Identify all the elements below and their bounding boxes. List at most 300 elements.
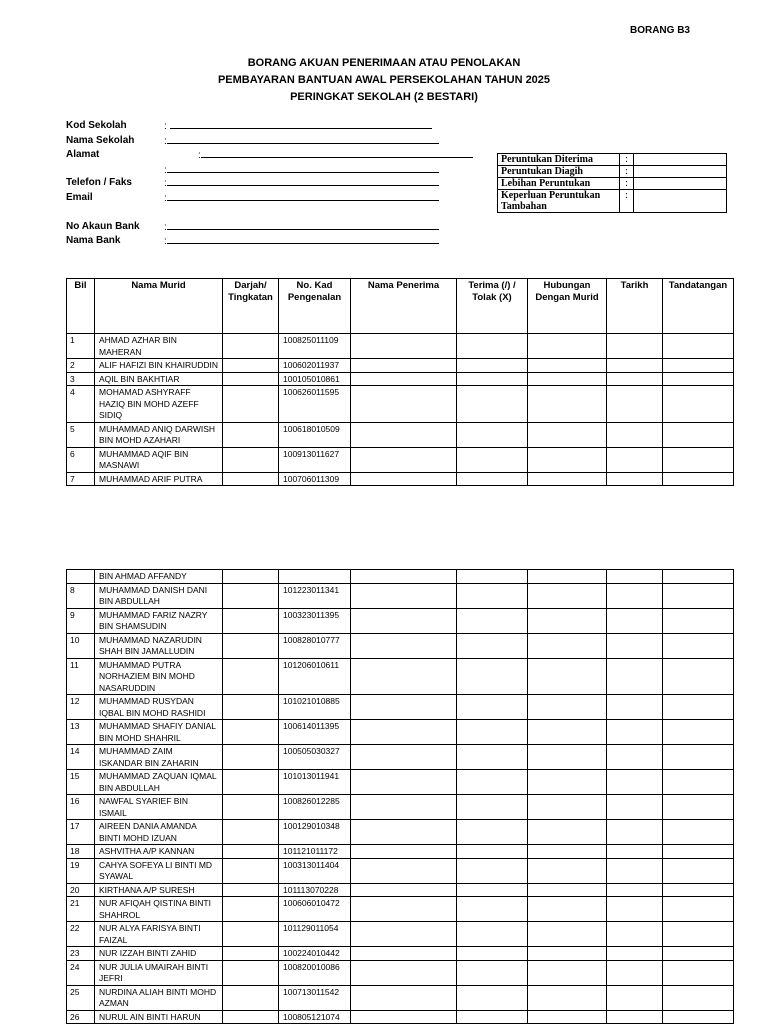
field-alamat-2[interactable]: : <box>164 164 439 176</box>
header-darjah: Darjah/ Tingkatan <box>223 279 279 334</box>
nama-penerima-cell[interactable] <box>351 745 457 770</box>
nama-murid-cell: MUHAMMAD DANISH DANI BIN ABDULLAH <box>95 583 223 608</box>
no-kad-cell: 100826012285 <box>279 795 351 820</box>
darjah-cell[interactable] <box>223 372 279 386</box>
darjah-cell[interactable] <box>223 820 279 845</box>
no-kad-cell: 100805121074 <box>279 1010 351 1024</box>
nama-penerima-cell[interactable] <box>351 795 457 820</box>
table-row <box>67 770 734 795</box>
tandatangan-cell[interactable] <box>663 422 734 447</box>
hubungan-cell[interactable] <box>528 985 607 1010</box>
darjah-cell[interactable] <box>223 770 279 795</box>
label-akaun-bank: No Akaun Bank <box>66 221 140 232</box>
bil-cell <box>67 570 95 584</box>
darjah-cell[interactable] <box>223 359 279 373</box>
nama-penerima-cell[interactable] <box>351 447 457 472</box>
bil-cell: 24 <box>67 960 95 985</box>
darjah-cell[interactable] <box>223 947 279 961</box>
field-akaun-bank[interactable]: : <box>164 221 439 233</box>
terima-tolak-cell[interactable] <box>457 658 528 695</box>
bil-cell: 15 <box>67 770 95 795</box>
terima-tolak-cell[interactable] <box>457 858 528 883</box>
terima-tolak-cell[interactable] <box>457 359 528 373</box>
nama-murid-cell: NUR AFIQAH QISTINA BINTI SHAHROL <box>95 897 223 922</box>
header-nama-murid: Nama Murid <box>95 279 223 334</box>
nama-murid-cell: MUHAMMAD SHAFIY DANIAL BIN MOHD SHAHRIL <box>95 720 223 745</box>
no-kad-cell: 100323011395 <box>279 608 351 633</box>
allocation-value[interactable] <box>634 178 727 190</box>
table-row <box>67 447 734 472</box>
no-kad-cell: 100820010086 <box>279 960 351 985</box>
no-kad-cell: 100105010861 <box>279 372 351 386</box>
hubungan-cell[interactable] <box>528 883 607 897</box>
tandatangan-cell[interactable] <box>663 960 734 985</box>
field-nama-bank[interactable]: : <box>164 235 439 247</box>
nama-murid-cell: MUHAMMAD PUTRA NORHAZIEM BIN MOHD NASARUDDIN <box>95 658 223 695</box>
table-row <box>67 695 734 720</box>
nama-penerima-cell[interactable] <box>351 658 457 695</box>
no-kad-cell: 100614011395 <box>279 720 351 745</box>
allocation-value[interactable] <box>634 166 727 178</box>
nama-murid-cell: NUR IZZAH BINTI ZAHID <box>95 947 223 961</box>
nama-penerima-cell[interactable] <box>351 372 457 386</box>
table-row <box>67 947 734 961</box>
bil-cell: 9 <box>67 608 95 633</box>
no-kad-cell: 100626011595 <box>279 386 351 423</box>
tarikh-cell[interactable] <box>607 960 663 985</box>
tandatangan-cell[interactable] <box>663 858 734 883</box>
bil-cell: 1 <box>67 334 95 359</box>
hubungan-cell[interactable] <box>528 922 607 947</box>
nama-penerima-cell[interactable] <box>351 985 457 1010</box>
darjah-cell[interactable] <box>223 985 279 1010</box>
tarikh-cell[interactable] <box>607 447 663 472</box>
bil-cell: 23 <box>67 947 95 961</box>
table-row <box>67 658 734 695</box>
bil-cell: 14 <box>67 745 95 770</box>
no-kad-cell: 100713011542 <box>279 985 351 1010</box>
tandatangan-cell[interactable] <box>663 359 734 373</box>
darjah-cell[interactable] <box>223 897 279 922</box>
student-table-page-1 <box>66 278 734 486</box>
table-row <box>67 422 734 447</box>
table-row <box>67 883 734 897</box>
tarikh-cell[interactable] <box>607 359 663 373</box>
table-row <box>67 795 734 820</box>
tarikh-cell[interactable] <box>607 386 663 423</box>
tarikh-cell[interactable] <box>607 608 663 633</box>
table-row <box>67 820 734 845</box>
bil-cell: 3 <box>67 372 95 386</box>
darjah-cell[interactable] <box>223 472 279 486</box>
darjah-cell[interactable] <box>223 960 279 985</box>
tandatangan-cell[interactable] <box>663 695 734 720</box>
tarikh-cell[interactable] <box>607 695 663 720</box>
nama-murid-cell: NUR ALYA FARISYA BINTI FAIZAL <box>95 922 223 947</box>
darjah-cell[interactable] <box>223 922 279 947</box>
label-nama-sekolah: Nama Sekolah <box>66 135 135 146</box>
bil-cell: 22 <box>67 922 95 947</box>
bil-cell: 4 <box>67 386 95 423</box>
nama-murid-cell: AIREEN DANIA AMANDA BINTI MOHD IZUAN <box>95 820 223 845</box>
darjah-cell[interactable] <box>223 795 279 820</box>
bil-cell: 5 <box>67 422 95 447</box>
table-row <box>67 334 734 359</box>
terima-tolak-cell[interactable] <box>457 897 528 922</box>
field-alamat-1[interactable]: : <box>198 149 473 161</box>
bil-cell: 25 <box>67 985 95 1010</box>
header-terima-tolak: Terima (/) / Tolak (X) <box>457 279 528 334</box>
label-nama-bank: Nama Bank <box>66 235 121 246</box>
nama-murid-cell: MUHAMMAD FARIZ NAZRY BIN SHAMSUDIN <box>95 608 223 633</box>
tandatangan-cell[interactable] <box>663 1010 734 1024</box>
tandatangan-cell[interactable] <box>663 372 734 386</box>
nama-penerima-cell[interactable] <box>351 334 457 359</box>
no-kad-cell: 100825011109 <box>279 334 351 359</box>
hubungan-cell[interactable] <box>528 583 607 608</box>
nama-murid-cell: ASHVITHA A/P KANNAN <box>95 845 223 859</box>
table-row <box>67 608 734 633</box>
nama-penerima-cell[interactable] <box>351 608 457 633</box>
table-row <box>67 583 734 608</box>
nama-penerima-cell[interactable] <box>351 1010 457 1024</box>
no-kad-cell: 100505030327 <box>279 745 351 770</box>
nama-penerima-cell[interactable] <box>351 633 457 658</box>
hubungan-cell[interactable] <box>528 795 607 820</box>
hubungan-cell[interactable] <box>528 608 607 633</box>
label-alamat: Alamat <box>66 149 100 160</box>
allocation-row: Peruntukan Diagih : <box>498 166 727 178</box>
hubungan-cell[interactable] <box>528 960 607 985</box>
darjah-cell[interactable] <box>223 1010 279 1024</box>
darjah-cell[interactable] <box>223 858 279 883</box>
tarikh-cell[interactable] <box>607 745 663 770</box>
label-email: Email <box>66 192 93 203</box>
darjah-cell[interactable] <box>223 386 279 423</box>
no-kad-cell: 101121011172 <box>279 845 351 859</box>
tandatangan-cell[interactable] <box>663 770 734 795</box>
nama-murid-cell: NAWFAL SYARIEF BIN ISMAIL <box>95 795 223 820</box>
no-kad-cell: 101013011941 <box>279 770 351 795</box>
darjah-cell[interactable] <box>223 883 279 897</box>
nama-murid-cell: KIRTHANA A/P SURESH <box>95 883 223 897</box>
header-hubungan: Hubungan Dengan Murid <box>528 279 607 334</box>
bil-cell: 19 <box>67 858 95 883</box>
tarikh-cell[interactable] <box>607 583 663 608</box>
nama-murid-cell: AQIL BIN BAKHTIAR <box>95 372 223 386</box>
nama-penerima-cell[interactable] <box>351 947 457 961</box>
darjah-cell[interactable] <box>223 695 279 720</box>
darjah-cell[interactable] <box>223 447 279 472</box>
nama-murid-cell: MUHAMMAD RUSYDAN IQBAL BIN MOHD RASHIDI <box>95 695 223 720</box>
nama-penerima-cell[interactable] <box>351 472 457 486</box>
tarikh-cell[interactable] <box>607 658 663 695</box>
terima-tolak-cell[interactable] <box>457 570 528 584</box>
header-no-kad: No. Kad Pengenalan <box>279 279 351 334</box>
nama-penerima-cell[interactable] <box>351 960 457 985</box>
table-row <box>67 472 734 486</box>
nama-murid-cell: NURUL AIN BINTI HARUN <box>95 1010 223 1024</box>
tandatangan-cell[interactable] <box>663 386 734 423</box>
no-kad-cell: 101206010611 <box>279 658 351 695</box>
terima-tolak-cell[interactable] <box>457 583 528 608</box>
hubungan-cell[interactable] <box>528 386 607 423</box>
nama-penerima-cell[interactable] <box>351 897 457 922</box>
hubungan-cell[interactable] <box>528 633 607 658</box>
student-table-page-2 <box>66 569 734 1024</box>
no-kad-cell: 100706011309 <box>279 472 351 486</box>
allocation-value[interactable] <box>634 190 727 213</box>
field-kod-sekolah[interactable]: : <box>164 120 432 132</box>
terima-tolak-cell[interactable] <box>457 922 528 947</box>
nama-murid-cell: MUHAMMAD ZAIM ISKANDAR BIN ZAHARIN <box>95 745 223 770</box>
tarikh-cell[interactable] <box>607 922 663 947</box>
nama-penerima-cell[interactable] <box>351 695 457 720</box>
form-code: BORANG B3 <box>629 25 690 36</box>
terima-tolak-cell[interactable] <box>457 770 528 795</box>
tarikh-cell[interactable] <box>607 720 663 745</box>
tarikh-cell[interactable] <box>607 845 663 859</box>
hubungan-cell[interactable] <box>528 447 607 472</box>
bil-cell: 16 <box>67 795 95 820</box>
tandatangan-cell[interactable] <box>663 883 734 897</box>
nama-penerima-cell[interactable] <box>351 858 457 883</box>
nama-penerima-cell[interactable] <box>351 422 457 447</box>
darjah-cell[interactable] <box>223 845 279 859</box>
tarikh-cell[interactable] <box>607 985 663 1010</box>
bil-cell: 26 <box>67 1010 95 1024</box>
allocation-row: Peruntukan Diterima : <box>498 154 727 166</box>
table-row <box>67 633 734 658</box>
form-title-line-3: PERINGKAT SEKOLAH (2 BESTARI) <box>290 91 478 103</box>
header-tandatangan: Tandatangan <box>663 279 734 334</box>
hubungan-cell[interactable] <box>528 858 607 883</box>
tarikh-cell[interactable] <box>607 883 663 897</box>
nama-murid-cell: BIN AHMAD AFFANDY <box>95 570 223 584</box>
bil-cell: 8 <box>67 583 95 608</box>
nama-penerima-cell[interactable] <box>351 720 457 745</box>
nama-penerima-cell[interactable] <box>351 570 457 584</box>
darjah-cell[interactable] <box>223 658 279 695</box>
field-email[interactable]: : <box>164 192 439 204</box>
terima-tolak-cell[interactable] <box>457 472 528 486</box>
tarikh-cell[interactable] <box>607 858 663 883</box>
tandatangan-cell[interactable] <box>663 845 734 859</box>
bil-cell: 18 <box>67 845 95 859</box>
darjah-cell[interactable] <box>223 745 279 770</box>
terima-tolak-cell[interactable] <box>457 1010 528 1024</box>
no-kad-cell: 100828010777 <box>279 633 351 658</box>
terima-tolak-cell[interactable] <box>457 720 528 745</box>
field-nama-sekolah[interactable]: : <box>164 135 439 147</box>
tandatangan-cell[interactable] <box>663 820 734 845</box>
nama-murid-cell: NUR JULIA UMAIRAH BINTI JEFRI <box>95 960 223 985</box>
hubungan-cell[interactable] <box>528 334 607 359</box>
tandatangan-cell[interactable] <box>663 334 734 359</box>
darjah-cell[interactable] <box>223 422 279 447</box>
header-tarikh: Tarikh <box>607 279 663 334</box>
nama-penerima-cell[interactable] <box>351 883 457 897</box>
nama-penerima-cell[interactable] <box>351 845 457 859</box>
terima-tolak-cell[interactable] <box>457 447 528 472</box>
terima-tolak-cell[interactable] <box>457 820 528 845</box>
hubungan-cell[interactable] <box>528 1010 607 1024</box>
allocation-table <box>497 153 727 213</box>
tandatangan-cell[interactable] <box>663 720 734 745</box>
nama-murid-cell: NURDINA ALIAH BINTI MOHD AZMAN <box>95 985 223 1010</box>
table-header-row <box>67 279 734 334</box>
tandatangan-cell[interactable] <box>663 472 734 486</box>
terima-tolak-cell[interactable] <box>457 960 528 985</box>
no-kad-cell: 101223011341 <box>279 583 351 608</box>
hubungan-cell[interactable] <box>528 472 607 486</box>
bil-cell: 2 <box>67 359 95 373</box>
hubungan-cell[interactable] <box>528 658 607 695</box>
hubungan-cell[interactable] <box>528 720 607 745</box>
tarikh-cell[interactable] <box>607 633 663 658</box>
darjah-cell[interactable] <box>223 334 279 359</box>
darjah-cell[interactable] <box>223 570 279 584</box>
tandatangan-cell[interactable] <box>663 583 734 608</box>
tandatangan-cell[interactable] <box>663 897 734 922</box>
allocation-row: Keperluan Peruntukan Tambahan : <box>498 190 727 213</box>
terima-tolak-cell[interactable] <box>457 985 528 1010</box>
nama-penerima-cell[interactable] <box>351 770 457 795</box>
nama-penerima-cell[interactable] <box>351 386 457 423</box>
tandatangan-cell[interactable] <box>663 922 734 947</box>
darjah-cell[interactable] <box>223 608 279 633</box>
hubungan-cell[interactable] <box>528 947 607 961</box>
hubungan-cell[interactable] <box>528 422 607 447</box>
tandatangan-cell[interactable] <box>663 633 734 658</box>
darjah-cell[interactable] <box>223 583 279 608</box>
nama-murid-cell: MOHAMAD ASHYRAFF HAZIQ BIN MOHD AZEFF SIDIQ <box>95 386 223 423</box>
nama-murid-cell: AHMAD AZHAR BIN MAHERAN <box>95 334 223 359</box>
hubungan-cell[interactable] <box>528 570 607 584</box>
bil-cell: 12 <box>67 695 95 720</box>
no-kad-cell: 100618010509 <box>279 422 351 447</box>
table-row <box>67 372 734 386</box>
terima-tolak-cell[interactable] <box>457 422 528 447</box>
terima-tolak-cell[interactable] <box>457 633 528 658</box>
nama-penerima-cell[interactable] <box>351 583 457 608</box>
hubungan-cell[interactable] <box>528 897 607 922</box>
no-kad-cell: 101113070228 <box>279 883 351 897</box>
no-kad-cell: 101129011054 <box>279 922 351 947</box>
nama-murid-cell: CAHYA SOFEYA LI BINTI MD SYAWAL <box>95 858 223 883</box>
hubungan-cell[interactable] <box>528 770 607 795</box>
no-kad-cell: 100313011404 <box>279 858 351 883</box>
tarikh-cell[interactable] <box>607 334 663 359</box>
terima-tolak-cell[interactable] <box>457 334 528 359</box>
table-row <box>67 386 734 423</box>
terima-tolak-cell[interactable] <box>457 695 528 720</box>
tandatangan-cell[interactable] <box>663 795 734 820</box>
tandatangan-cell[interactable] <box>663 745 734 770</box>
hubungan-cell[interactable] <box>528 372 607 386</box>
hubungan-cell[interactable] <box>528 359 607 373</box>
terima-tolak-cell[interactable] <box>457 947 528 961</box>
terima-tolak-cell[interactable] <box>457 386 528 423</box>
nama-murid-cell: MUHAMMAD ANIQ DARWISH BIN MOHD AZAHARI <box>95 422 223 447</box>
tandatangan-cell[interactable] <box>663 447 734 472</box>
tarikh-cell[interactable] <box>607 897 663 922</box>
no-kad-cell: 100606010472 <box>279 897 351 922</box>
no-kad-cell: 100602011937 <box>279 359 351 373</box>
label-telefon: Telefon / Faks <box>66 177 132 188</box>
nama-murid-cell: MUHAMMAD ARIF PUTRA <box>95 472 223 486</box>
bil-cell: 7 <box>67 472 95 486</box>
nama-penerima-cell[interactable] <box>351 922 457 947</box>
table-row <box>67 897 734 922</box>
hubungan-cell[interactable] <box>528 695 607 720</box>
terima-tolak-cell[interactable] <box>457 745 528 770</box>
no-kad-cell: 100129010348 <box>279 820 351 845</box>
nama-penerima-cell[interactable] <box>351 820 457 845</box>
table-row <box>67 960 734 985</box>
nama-murid-cell: MUHAMMAD AQIF BIN MASNAWI <box>95 447 223 472</box>
table-row <box>67 745 734 770</box>
tarikh-cell[interactable] <box>607 795 663 820</box>
nama-penerima-cell[interactable] <box>351 359 457 373</box>
tarikh-cell[interactable] <box>607 820 663 845</box>
table-row <box>67 845 734 859</box>
terima-tolak-cell[interactable] <box>457 883 528 897</box>
tarikh-cell[interactable] <box>607 947 663 961</box>
tandatangan-cell[interactable] <box>663 658 734 695</box>
terima-tolak-cell[interactable] <box>457 845 528 859</box>
table-row <box>67 858 734 883</box>
tandatangan-cell[interactable] <box>663 608 734 633</box>
bil-cell: 17 <box>67 820 95 845</box>
terima-tolak-cell[interactable] <box>457 372 528 386</box>
nama-murid-cell: MUHAMMAD ZAQUAN IQMAL BIN ABDULLAH <box>95 770 223 795</box>
tarikh-cell[interactable] <box>607 1010 663 1024</box>
no-kad-cell: 100224010442 <box>279 947 351 961</box>
tarikh-cell[interactable] <box>607 770 663 795</box>
no-kad-cell: 101021010885 <box>279 695 351 720</box>
tarikh-cell[interactable] <box>607 372 663 386</box>
tarikh-cell[interactable] <box>607 570 663 584</box>
bil-cell: 20 <box>67 883 95 897</box>
allocation-value[interactable] <box>634 154 727 166</box>
bil-cell: 21 <box>67 897 95 922</box>
nama-murid-cell: ALIF HAFIZI BIN KHAIRUDDIN <box>95 359 223 373</box>
bil-cell: 6 <box>67 447 95 472</box>
table-row <box>67 1010 734 1024</box>
hubungan-cell[interactable] <box>528 745 607 770</box>
hubungan-cell[interactable] <box>528 820 607 845</box>
tandatangan-cell[interactable] <box>663 985 734 1010</box>
terima-tolak-cell[interactable] <box>457 795 528 820</box>
no-kad-cell <box>279 570 351 584</box>
field-telefon[interactable]: : <box>164 177 439 189</box>
tandatangan-cell[interactable] <box>663 570 734 584</box>
tarikh-cell[interactable] <box>607 422 663 447</box>
bil-cell: 10 <box>67 633 95 658</box>
tarikh-cell[interactable] <box>607 472 663 486</box>
form-title-line-2: PEMBAYARAN BANTUAN AWAL PERSEKOLAHAN TAHUN 2025 <box>217 74 551 86</box>
darjah-cell[interactable] <box>223 720 279 745</box>
darjah-cell[interactable] <box>223 633 279 658</box>
terima-tolak-cell[interactable] <box>457 608 528 633</box>
tandatangan-cell[interactable] <box>663 947 734 961</box>
header-nama-penerima: Nama Penerima <box>351 279 457 334</box>
nama-murid-cell: MUHAMMAD NAZARUDIN SHAH BIN JAMALLUDIN <box>95 633 223 658</box>
bil-cell: 13 <box>67 720 95 745</box>
allocation-row: Lebihan Peruntukan : <box>498 178 727 190</box>
hubungan-cell[interactable] <box>528 845 607 859</box>
